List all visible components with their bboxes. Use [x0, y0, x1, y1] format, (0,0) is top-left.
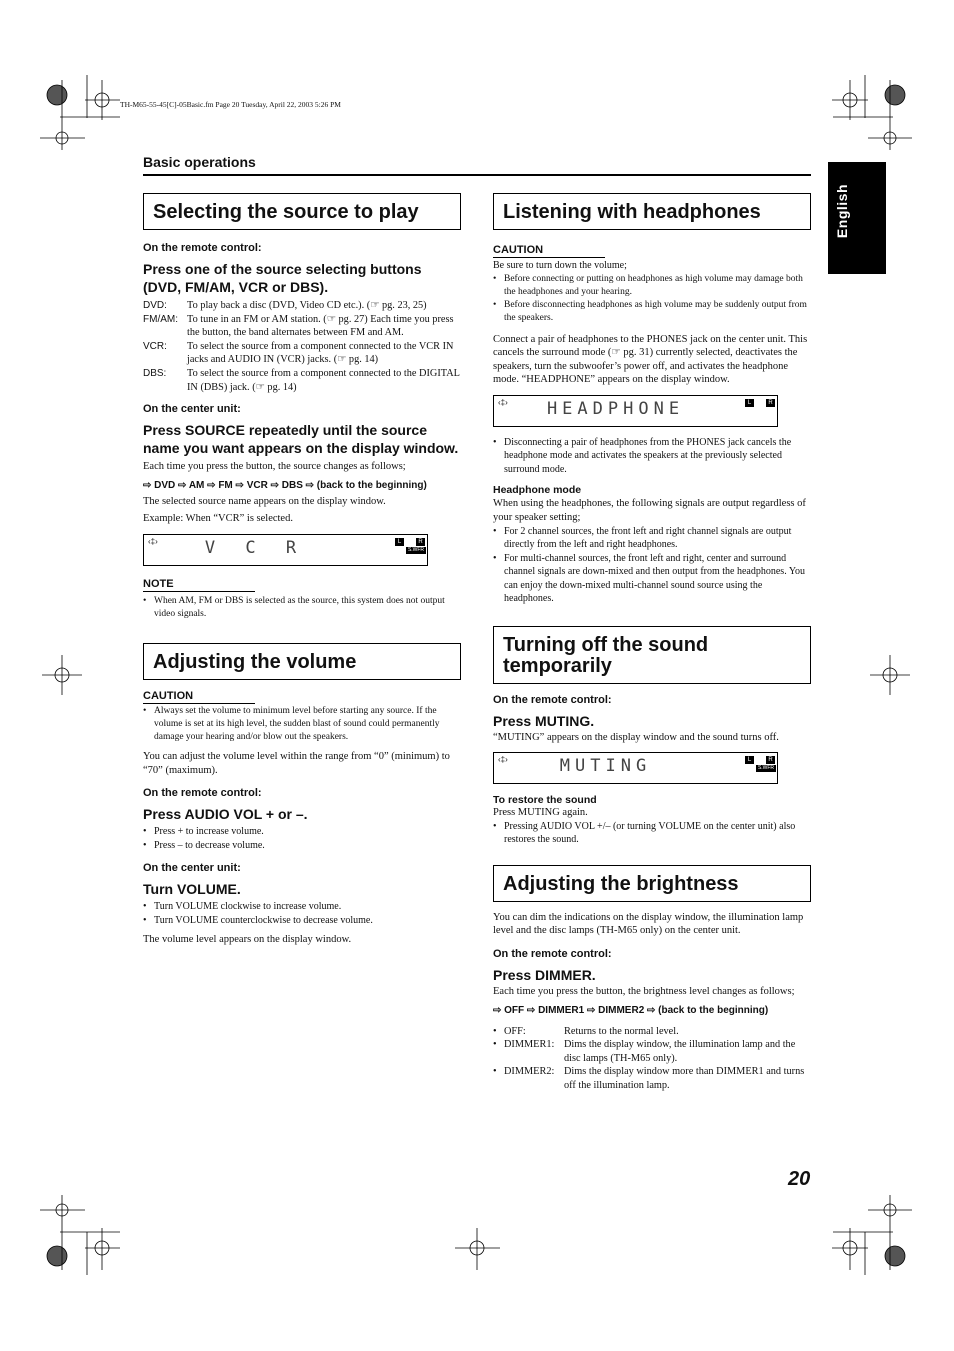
volume-bullet-minus: • Press – to decrease volume. — [143, 839, 461, 853]
left-column — [143, 193, 461, 947]
display-swfr: S.WFR — [757, 765, 775, 772]
display-text: HEADPHONE — [546, 398, 685, 419]
brightness-item-dimmer2: • DIMMER2: Dims the display window more than DIMMER1 and turns off the illumination lamp. — [493, 1065, 811, 1092]
restore-text: Press MUTING again. — [493, 807, 588, 819]
display-indicator-icon: ‹‡› — [498, 755, 508, 765]
headphones-caution-bullet-2: • Before disconnecting headphones as high volume may be suddenly output from the speakers. — [493, 299, 811, 325]
example-text: Example: When “VCR” is selected. — [143, 513, 293, 525]
brightness-title: Adjusting the brightness — [493, 865, 811, 902]
muting-title: Turning off the sound temporarily — [493, 626, 811, 684]
volume-remote-label: On the remote control: — [143, 787, 262, 800]
volume-bullet-ccw: • Turn VOLUME counterclockwise to decrease volume. — [143, 914, 461, 928]
headphone-mode-label: Headphone mode — [493, 484, 582, 497]
volume-remote-step: Press AUDIO VOL + or –. — [143, 806, 308, 823]
volume-caution-bullet: • Always set the volume to minimum level before starting any source. If the volume is set at its high level, the sudden blast of sound could permanently damage your hearing and/or blow out the speakers. — [143, 705, 461, 744]
brightness-sequence: ⇨ OFF ⇨ DIMMER1 ⇨ DIMMER2 ⇨ (back to the beginning) — [493, 1004, 769, 1016]
brightness-intro: You can dim the indications on the display window, the illumination lamp level and the disc lamps (TH-M65 only) on the center unit. — [493, 911, 804, 937]
note-label: NOTE — [143, 578, 255, 592]
headphone-mode-bullet-1: • For 2 channel sources, the front left and right channel signals are output directly from the left and right headphones. — [493, 525, 811, 552]
source-sequence: ⇨ DVD ⇨ AM ⇨ FM ⇨ VCR ⇨ DBS ⇨ (back to the beginning) — [143, 479, 427, 491]
brightness-item-dimmer1: • DIMMER1: Dims the display window, the illumination lamp and the disc lamps (TH-M65 only). — [493, 1038, 811, 1065]
restore-bullet: • Pressing AUDIO VOL +/– (or turning VOLUME on the center unit) also restores the sound. — [493, 820, 811, 847]
source-item-dvd: DVD: To play back a disc (DVD, Video CD etc.). (☞ pg. 23, 25) — [143, 300, 427, 311]
disconnect-bullet: • Disconnecting a pair of headphones from the PHONES jack cancels the headphone mode and activates the speakers at the previously selected surround mode. — [493, 436, 811, 477]
muting-desc: “MUTING” appears on the display window and the sound turns off. — [493, 731, 779, 743]
muting-display — [493, 752, 778, 784]
display-swfr: S.WFR — [407, 546, 425, 553]
display-r: R — [766, 399, 775, 407]
display-l: L — [745, 756, 754, 764]
volume-center-step: Turn VOLUME. — [143, 881, 241, 898]
select-source-title: Selecting the source to play — [143, 193, 461, 230]
headphones-connect: Connect a pair of headphones to the PHONES jack on the center unit. This cancels the surround mode (☞ pg. 31) currently selected, deactivates the speakers, turn the subwoofer’s power off, and activates the headphone mode. “HEADPHONE” appears on the display window. — [493, 333, 808, 386]
headphones-caution-intro: Be sure to turn down the volume; — [493, 260, 627, 271]
source-center-step: Press SOURCE repeatedly until the source name you want appears on the display window. — [143, 422, 459, 457]
volume-footer: The volume level appears on the display window. — [143, 934, 352, 946]
display-r: R — [416, 538, 425, 546]
restore-label: To restore the sound — [493, 794, 597, 807]
volume-title: Adjusting the volume — [143, 643, 461, 680]
page-number: 20 — [788, 1168, 811, 1190]
language-tab-label: English — [834, 184, 850, 239]
right-column — [493, 193, 811, 1093]
display-text: V C R — [204, 537, 307, 558]
language-tab — [828, 162, 886, 274]
brightness-item-off: • OFF: Returns to the normal level. — [493, 1025, 811, 1039]
source-item-vcr: VCR: To select the source from a component connected to the VCR IN jacks and AUDIO IN (VCR) jacks. (☞ pg. 14) — [143, 340, 454, 366]
brightness-list — [493, 1025, 811, 1093]
brightness-remote-label: On the remote control: — [493, 948, 612, 961]
display-text: MUTING — [559, 756, 652, 777]
volume-range: You can adjust the volume level within the range from “0” (minimum) to “70” (maximum). — [143, 750, 450, 776]
headphone-mode-text: When using the headphones, the following signals are output regardless of your speaker setting; — [493, 498, 806, 524]
muting-remote-label: On the remote control: — [493, 693, 612, 706]
section-label: Basic operations — [143, 154, 256, 170]
vcr-display — [143, 534, 428, 566]
muting-step: Press MUTING. — [493, 712, 595, 729]
brightness-step: Press DIMMER. — [493, 967, 596, 984]
volume-bullet-plus: • Press + to increase volume. — [143, 825, 461, 839]
source-step: Press one of the source selecting buttons (DVD, FM/AM, VCR or DBS). — [143, 261, 422, 295]
note-bullet: • When AM, FM or DBS is selected as the source, this system does not output video signals. — [143, 595, 461, 621]
selected-note: The selected source name appears on the display window. — [143, 495, 386, 507]
volume-bullet-cw: • Turn VOLUME clockwise to increase volume. — [143, 900, 461, 914]
display-indicator-icon: ‹‡› — [498, 397, 508, 407]
source-item-dbs: DBS: To select the source from a component connected to the DIGITAL IN (DBS) jack. (☞ pg. 14) — [143, 367, 460, 393]
center-label: On the center unit: — [143, 403, 241, 416]
headphones-caution-bullet-1: • Before connecting or putting on headphones as high volume may damage both the headphones and your hearing. — [493, 273, 811, 299]
file-info-line: TH-M65-55-45[C]-05Basic.fm Page 20 Tuesday, April 22, 2003 5:26 PM — [120, 100, 341, 109]
volume-caution-label: CAUTION — [143, 690, 255, 704]
headphones-title: Listening with headphones — [493, 193, 811, 230]
source-item-fmam: FM/AM: To tune in an FM or AM station. (☞ pg. 27) Each time you press the button, the band alternates between FM and AM. — [143, 313, 454, 339]
brightness-desc: Each time you press the button, the brightness level changes as follows; — [493, 986, 795, 998]
display-l: L — [395, 538, 404, 546]
headphone-mode-bullet-2: • For multi-channel sources, the front left and right, center and surround channel signals are down-mixed and then output from the headphones. You can enjoy the down-mixed multi-channel sound source using the headphones. — [493, 552, 811, 606]
headphones-caution-label: CAUTION — [493, 244, 605, 258]
header-rule — [143, 174, 811, 176]
display-r: R — [766, 756, 775, 764]
source-center-desc: Each time you press the button, the source changes as follows; — [143, 461, 406, 473]
display-l: L — [745, 399, 754, 407]
source-list — [143, 299, 461, 394]
display-indicator-icon: ‹‡› — [148, 536, 158, 546]
volume-center-label: On the center unit: — [143, 862, 241, 875]
remote-label: On the remote control: — [143, 242, 262, 254]
headphone-display — [493, 395, 778, 427]
